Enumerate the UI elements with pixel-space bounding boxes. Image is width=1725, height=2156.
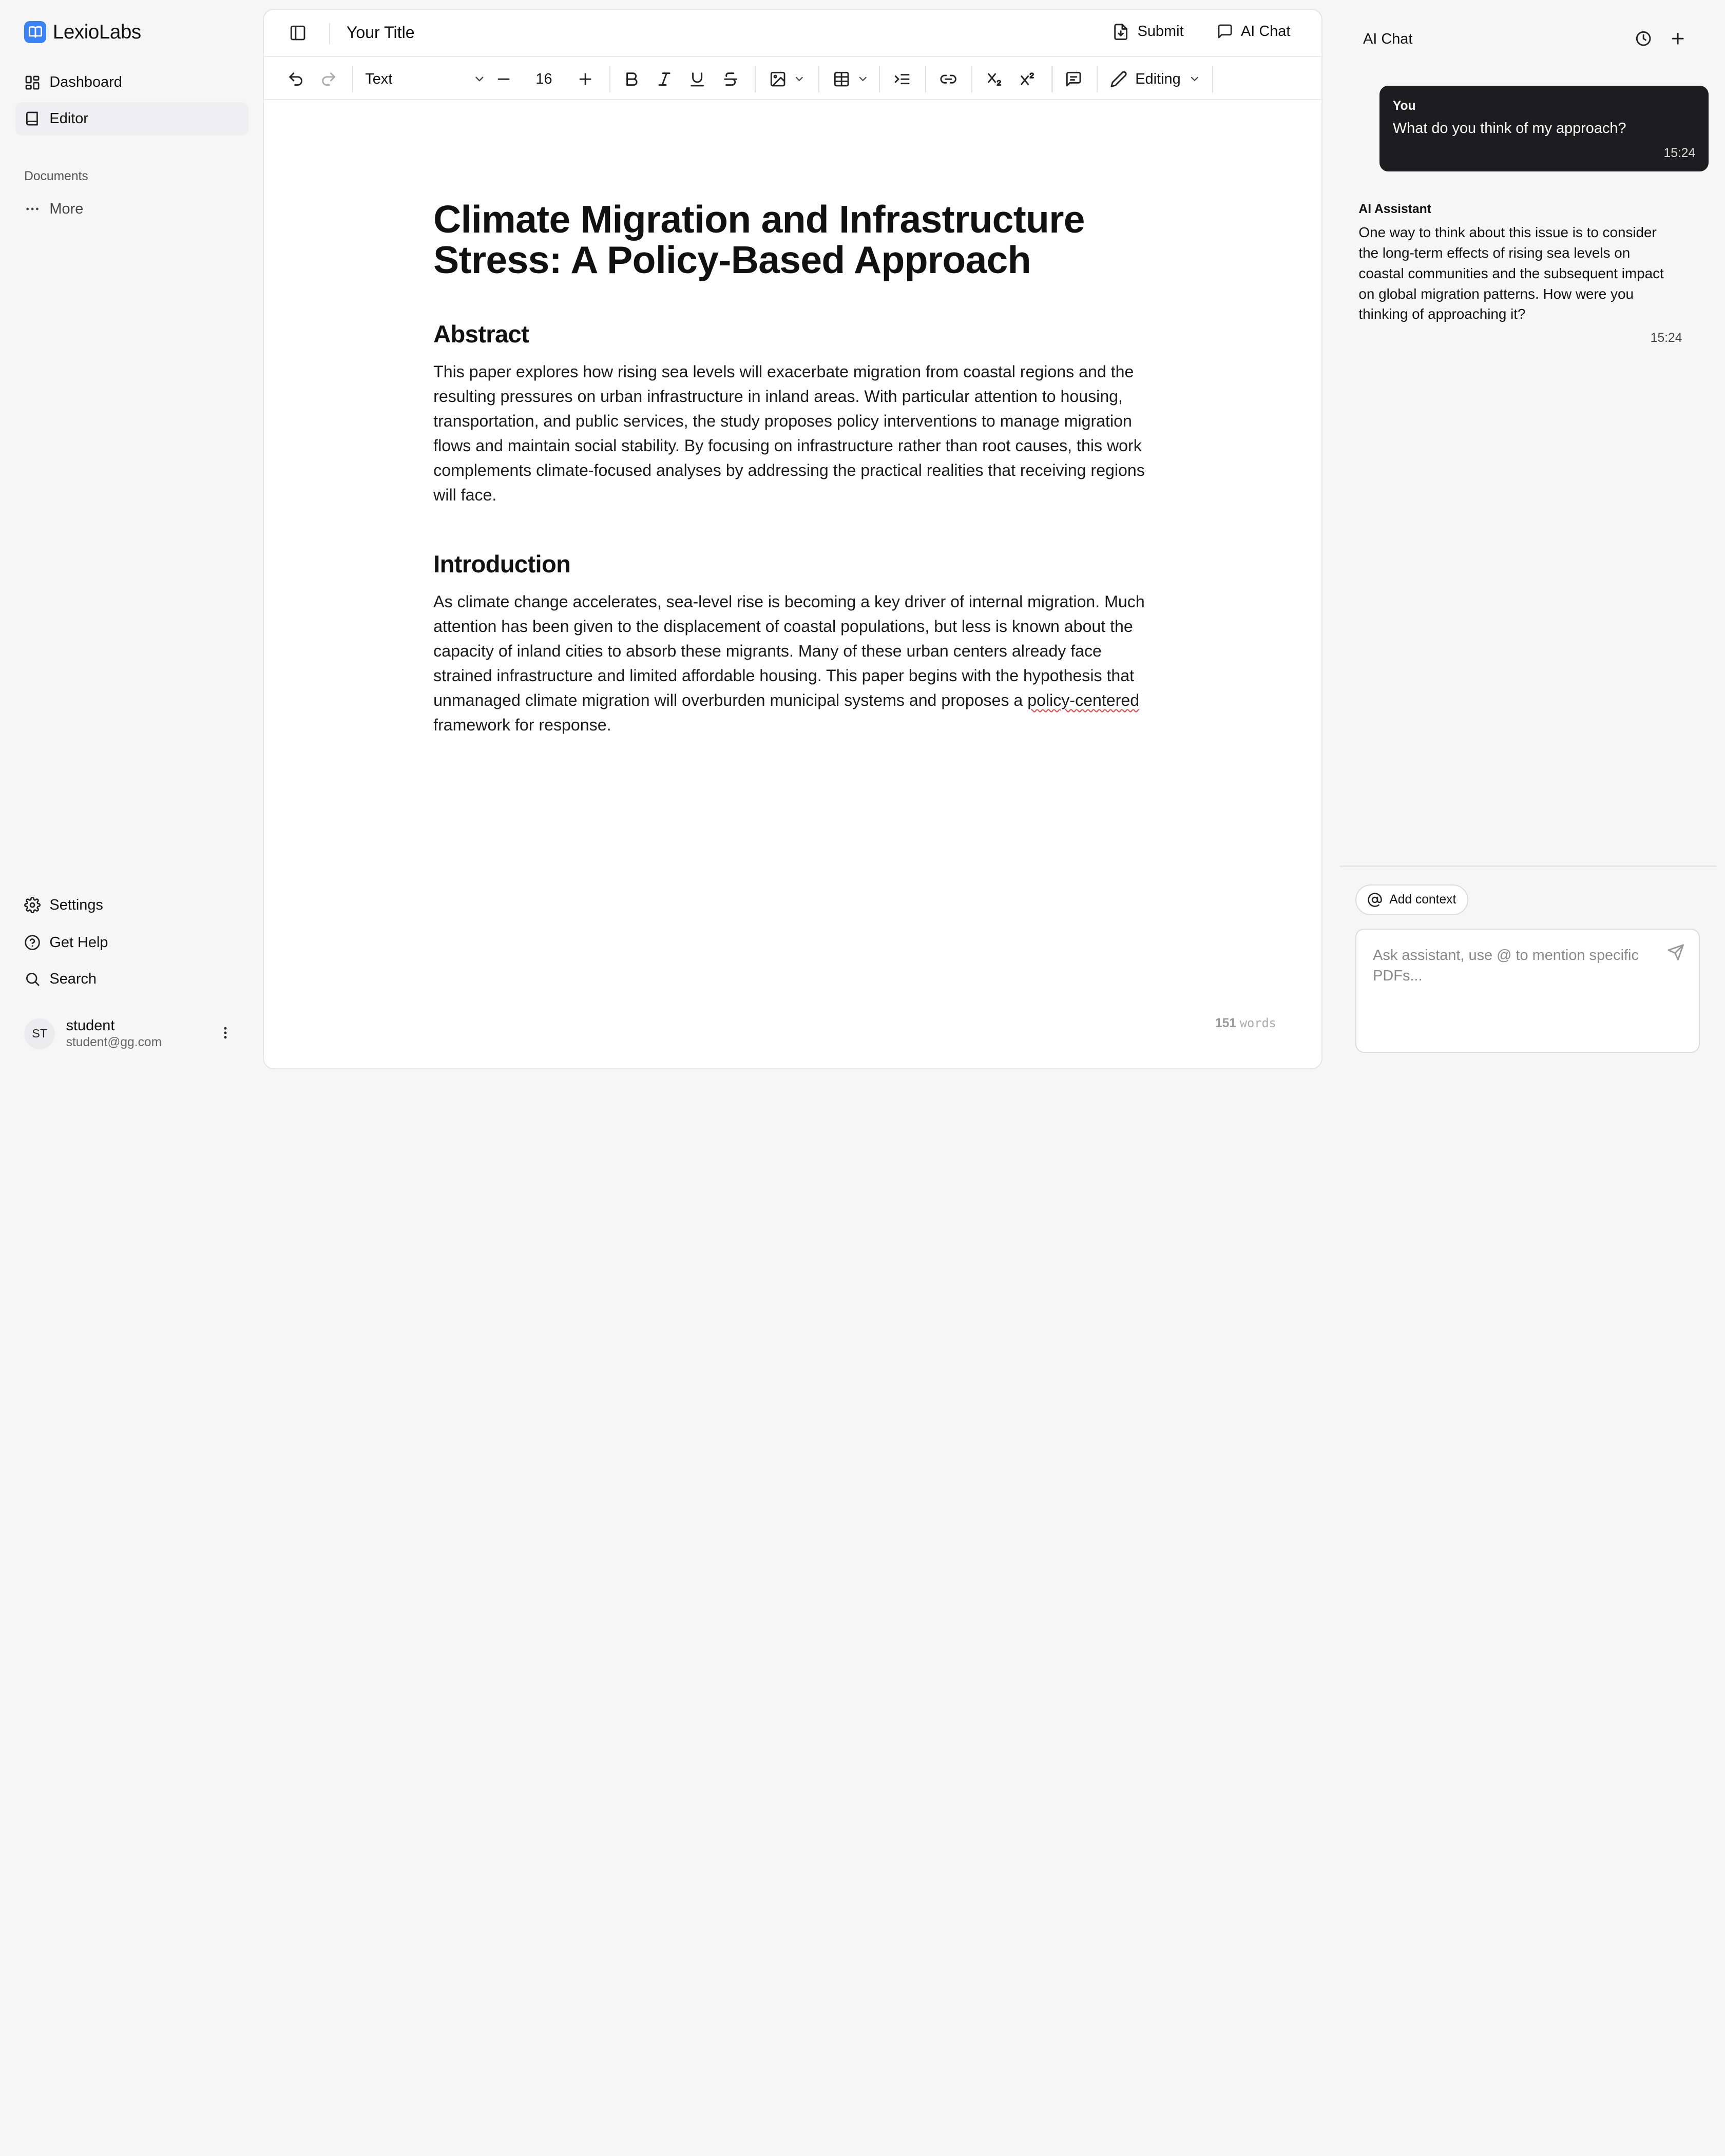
editing-mode-select[interactable]	[1110, 69, 1200, 89]
toolbar-divider	[755, 66, 756, 92]
abstract-heading: Abstract	[433, 320, 529, 348]
message-square-icon	[1217, 23, 1233, 40]
sidebar-item-label: More	[49, 200, 84, 217]
word-count-value: 151	[1215, 1016, 1237, 1030]
subscript-icon[interactable]	[986, 69, 1003, 89]
user-email: student@gg.com	[66, 1035, 162, 1050]
send-icon[interactable]	[1667, 944, 1684, 966]
sidebar-item-dashboard[interactable]	[15, 66, 248, 99]
indent-list-icon[interactable]	[893, 69, 911, 89]
toolbar-divider	[818, 66, 819, 92]
italic-icon[interactable]	[656, 69, 673, 89]
submit-button[interactable]	[1112, 23, 1183, 41]
insert-table-menu[interactable]	[833, 69, 872, 89]
user-menu-icon[interactable]	[218, 1025, 233, 1045]
message-author: You	[1392, 99, 1416, 113]
word-count	[1215, 1016, 1276, 1031]
increase-font-size-button[interactable]	[577, 69, 594, 89]
bold-icon[interactable]	[623, 69, 640, 89]
introduction-heading: Introduction	[433, 550, 571, 578]
pencil-icon	[1110, 70, 1127, 88]
history-icon[interactable]	[1635, 30, 1652, 52]
message-text: One way to think about this issue is to consider the long-term effects of rising sea levels on coastal communities and the subsequent impact on global migration patterns. How were you thinking of approaching it?	[1358, 224, 1664, 322]
assistant-message	[1358, 202, 1682, 345]
toggle-sidebar-icon[interactable]	[289, 24, 306, 46]
divider	[329, 23, 330, 44]
message-author: AI Assistant	[1358, 202, 1431, 217]
logo-book-icon	[24, 21, 46, 43]
chevron-down-icon	[473, 72, 486, 86]
toolbar-divider	[1051, 66, 1052, 92]
underline-icon[interactable]	[688, 69, 706, 89]
toolbar-divider	[971, 66, 972, 92]
message-time: 15:24	[1650, 331, 1682, 345]
sidebar-item-label: Search	[49, 970, 97, 987]
app-name: LexioLabs	[52, 21, 141, 43]
sidebar-item-label: Get Help	[49, 934, 108, 951]
minus-icon	[495, 70, 512, 88]
sidebar-item-search[interactable]	[15, 962, 248, 995]
user-name: student	[66, 1017, 115, 1034]
superscript-icon[interactable]	[1019, 69, 1036, 89]
chat-input-box	[1355, 929, 1700, 1053]
comment-icon[interactable]	[1065, 69, 1082, 89]
message-time: 15:24	[1663, 146, 1696, 160]
documents-section-label: Documents	[24, 169, 88, 183]
toolbar-divider	[352, 66, 353, 92]
book-icon	[24, 110, 41, 127]
chevron-down-icon	[793, 73, 806, 85]
dashboard-icon	[24, 74, 41, 91]
chat-input[interactable]	[1373, 945, 1661, 1033]
decrease-font-size-button[interactable]	[495, 69, 512, 89]
app-logo[interactable]	[24, 21, 141, 44]
toolbar-divider	[609, 66, 610, 92]
table-icon	[833, 70, 850, 88]
abstract-paragraph: This paper explores how rising sea levels will exacerbate migration from coastal regions and the resulting pressures on urban infrastructure in inland areas. With particular attention to housing, transportation, and public services, the study proposes policy interventions to manage migration flows and maintain social stability. By focusing on infrastructure rather than root causes, this work complements climate-focused analyses by addressing the practical realities that receiving regions will face.	[433, 362, 1145, 504]
new-chat-icon[interactable]	[1669, 30, 1686, 52]
sidebar-item-more[interactable]	[15, 192, 248, 225]
redo-icon[interactable]	[320, 69, 337, 89]
divider	[1340, 865, 1716, 867]
sidebar-item-get-help[interactable]	[15, 926, 248, 959]
insert-image-menu[interactable]	[769, 69, 809, 89]
user-message	[1379, 86, 1709, 171]
more-horizontal-icon	[24, 201, 41, 217]
document-body[interactable]	[433, 199, 1159, 737]
editor-header	[264, 10, 1321, 57]
image-icon	[769, 70, 787, 88]
help-icon	[24, 934, 41, 951]
intro-text-end: framework for response.	[433, 715, 611, 734]
introduction-paragraph	[433, 589, 1159, 737]
user-profile[interactable]	[24, 1017, 244, 1050]
avatar: ST	[24, 1018, 55, 1049]
sidebar-item-settings[interactable]	[15, 889, 248, 921]
ai-chat-panel	[1340, 9, 1716, 1069]
toolbar-divider	[1212, 66, 1213, 92]
add-context-button[interactable]	[1355, 884, 1468, 915]
add-context-label: Add context	[1389, 892, 1456, 907]
sidebar-item-label: Editor	[49, 110, 88, 127]
message-text: What do you think of my approach?	[1392, 120, 1626, 137]
toolbar-divider	[1097, 66, 1098, 92]
submit-label: Submit	[1137, 23, 1184, 40]
chevron-down-icon	[1189, 73, 1201, 85]
file-download-icon	[1112, 23, 1129, 41]
word-count-label: words	[1239, 1016, 1276, 1030]
link-icon[interactable]	[940, 69, 957, 89]
ai-chat-label: AI Chat	[1240, 23, 1291, 40]
at-sign-icon	[1367, 892, 1383, 908]
formatting-toolbar	[264, 58, 1321, 100]
sidebar-item-label: Settings	[49, 897, 103, 914]
sidebar-item-editor[interactable]	[15, 102, 248, 135]
gear-icon	[24, 897, 41, 913]
ai-chat-button[interactable]	[1217, 23, 1291, 40]
chevron-down-icon	[857, 73, 869, 85]
document-title-field[interactable]: Your Title	[346, 23, 415, 42]
sidebar-item-label: Dashboard	[49, 74, 122, 91]
toolbar-divider	[925, 66, 926, 92]
search-icon	[24, 971, 41, 987]
chat-panel-title: AI Chat	[1363, 30, 1413, 47]
font-size-input[interactable]: 16	[535, 70, 552, 87]
undo-icon[interactable]	[287, 69, 304, 89]
editor-panel	[263, 9, 1322, 1069]
strikethrough-icon[interactable]	[722, 69, 739, 89]
sidebar	[0, 0, 262, 1078]
intro-text: As climate change accelerates, sea-level rise is becoming a key driver of internal migration. Much attention has been given to the displacement of coastal populations, but less is known about the capacity of inland cities to absorb these migrants. Many of these urban centers already face strained infrastructure and limited affordable housing. This paper begins with the hypothesis that unmanaged climate migration will overburden municipal systems and proposes a	[433, 592, 1145, 709]
plus-icon	[577, 70, 594, 88]
document-heading: Climate Migration and Infrastructure Stress: A Policy-Based Approach	[433, 197, 1085, 281]
block-type-value: Text	[365, 70, 393, 87]
toolbar-divider	[879, 66, 880, 92]
spellcheck-flagged-word[interactable]: policy-centered	[1027, 690, 1140, 709]
editing-mode-value: Editing	[1135, 70, 1181, 87]
block-type-select[interactable]	[365, 69, 486, 89]
